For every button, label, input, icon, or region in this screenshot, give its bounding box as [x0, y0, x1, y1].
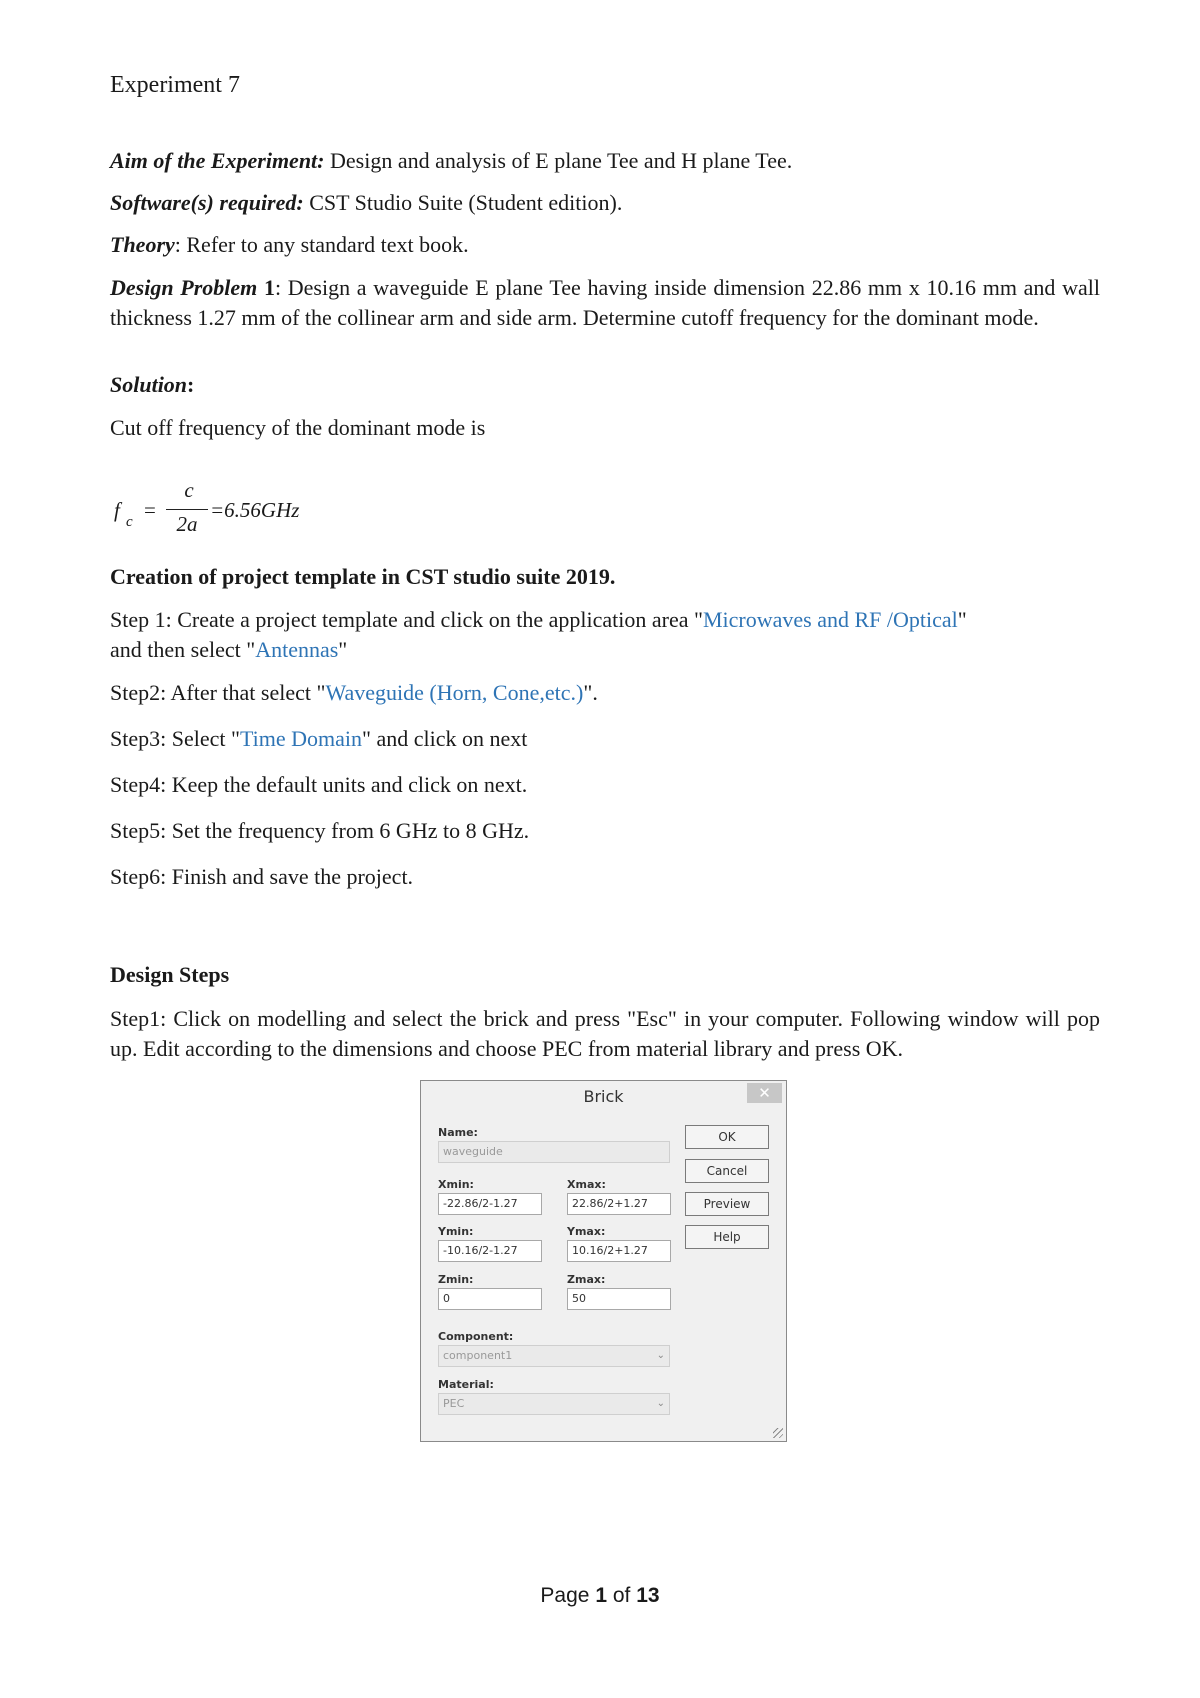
formula-f: f: [114, 498, 120, 522]
design-steps-heading: Design Steps: [110, 962, 230, 987]
close-icon[interactable]: ✕: [747, 1083, 782, 1103]
solution-label: Solution: [110, 372, 188, 397]
step1-paragraph: [110, 605, 1100, 665]
page-footer: [0, 1584, 1200, 1608]
step1-text-d: ": [338, 637, 348, 662]
help-button[interactable]: Help: [685, 1225, 769, 1249]
footer-page-word: Page: [540, 1584, 590, 1607]
design-problem-paragraph: [110, 273, 1100, 333]
chevron-down-icon: ⌄: [656, 1350, 665, 1361]
formula-fraction-bar: [166, 509, 208, 510]
step2-text-b: ".: [583, 680, 598, 705]
solution-paragraph: [110, 370, 1100, 400]
formula-numerator: c: [184, 478, 194, 502]
page-title: Experiment 7: [110, 72, 240, 98]
design-problem-label: Design Problem: [110, 275, 258, 300]
aim-paragraph: [110, 146, 1100, 176]
ok-button[interactable]: OK: [685, 1125, 769, 1149]
zmax-field[interactable]: 50: [567, 1288, 671, 1310]
time-domain-link[interactable]: Time Domain: [239, 726, 362, 751]
material-select[interactable]: [438, 1393, 670, 1415]
solution-colon: :: [187, 372, 195, 397]
xmin-label: Xmin:: [438, 1178, 474, 1191]
footer-page-number: 1: [595, 1584, 607, 1607]
zmin-field[interactable]: 0: [438, 1288, 542, 1310]
step3-text-b: " and click on next: [362, 726, 528, 751]
design-problem-number: 1: [257, 275, 275, 300]
theory-label: Theory: [110, 232, 175, 257]
formula-result: =6.56GHz: [210, 498, 300, 522]
footer-page-total: 13: [636, 1584, 660, 1607]
step2-paragraph: [110, 678, 1100, 708]
material-label: Material:: [438, 1378, 494, 1391]
step2-text-a: Step2: After that select ": [110, 680, 326, 705]
formula-subscript: c: [126, 514, 133, 530]
formula-denominator: 2a: [176, 512, 198, 536]
step1-text-c: and then select ": [110, 637, 256, 662]
dialog-titlebar: [421, 1081, 786, 1111]
microwaves-link[interactable]: Microwaves and RF /Optical: [702, 607, 958, 632]
waveguide-link[interactable]: Waveguide (Horn, Cone,etc.): [325, 680, 584, 705]
name-field[interactable]: waveguide: [438, 1141, 670, 1163]
xmax-field[interactable]: 22.86/2+1.27: [567, 1193, 671, 1215]
software-text: CST Studio Suite (Student edition).: [303, 190, 623, 215]
step3-text-a: Step3: Select ": [110, 726, 240, 751]
step1-text-b: ": [957, 607, 967, 632]
step5-paragraph: Step5: Set the frequency from 6 GHz to 8 GHz.: [110, 818, 530, 843]
footer-of-word: of: [612, 1584, 631, 1607]
component-label: Component:: [438, 1330, 514, 1343]
antennas-link[interactable]: Antennas: [255, 637, 339, 662]
material-value: PEC: [443, 1397, 465, 1410]
theory-text: : Refer to any standard text book.: [174, 232, 469, 257]
ymax-label: Ymax:: [567, 1225, 606, 1238]
brick-dialog: [420, 1080, 787, 1442]
ymin-field[interactable]: -10.16/2-1.27: [438, 1240, 542, 1262]
aim-text: Design and analysis of E plane Tee and H plane Tee.: [324, 148, 793, 173]
software-paragraph: [110, 188, 1100, 218]
dialog-title: Brick: [583, 1087, 624, 1106]
step1-text-a: Step 1: Create a project template and click on the application area ": [110, 607, 703, 632]
xmin-field[interactable]: -22.86/2-1.27: [438, 1193, 542, 1215]
chevron-down-icon: ⌄: [656, 1398, 665, 1409]
aim-label: Aim of the Experiment:: [110, 148, 325, 173]
formula-equals: =: [144, 498, 156, 522]
design-problem-text: : Design a waveguide E plane Tee having inside dimension 22.86 mm x 10.16 mm and wall thickness 1.27 mm of the collinear arm and side arm. Determine cutoff frequency for the dominant mode.: [110, 275, 1100, 330]
component-select[interactable]: [438, 1345, 670, 1367]
ymin-label: Ymin:: [438, 1225, 474, 1238]
zmax-label: Zmax:: [567, 1273, 606, 1286]
cancel-button[interactable]: Cancel: [685, 1159, 769, 1183]
software-label: Software(s) required:: [110, 190, 304, 215]
step6-paragraph: Step6: Finish and save the project.: [110, 864, 414, 889]
resize-grip-icon[interactable]: [773, 1428, 783, 1438]
theory-paragraph: [110, 230, 1100, 260]
xmax-label: Xmax:: [567, 1178, 606, 1191]
creation-heading: Creation of project template in CST studio suite 2019.: [110, 564, 616, 589]
step3-paragraph: [110, 724, 1100, 754]
name-label: Name:: [438, 1126, 478, 1139]
cutoff-formula: [112, 478, 372, 542]
zmin-label: Zmin:: [438, 1273, 474, 1286]
step4-paragraph: Step4: Keep the default units and click on next.: [110, 772, 528, 797]
ymax-field[interactable]: 10.16/2+1.27: [567, 1240, 671, 1262]
preview-button[interactable]: Preview: [685, 1192, 769, 1216]
cutoff-text: Cut off frequency of the dominant mode is: [110, 415, 486, 440]
design-step1-paragraph: Step1: Click on modelling and select the brick and press "Esc" in your computer. Following window will pop up. Edit according to the dimensions and choose PEC from material library and press OK.: [110, 1006, 1100, 1061]
component-value: component1: [443, 1349, 513, 1362]
